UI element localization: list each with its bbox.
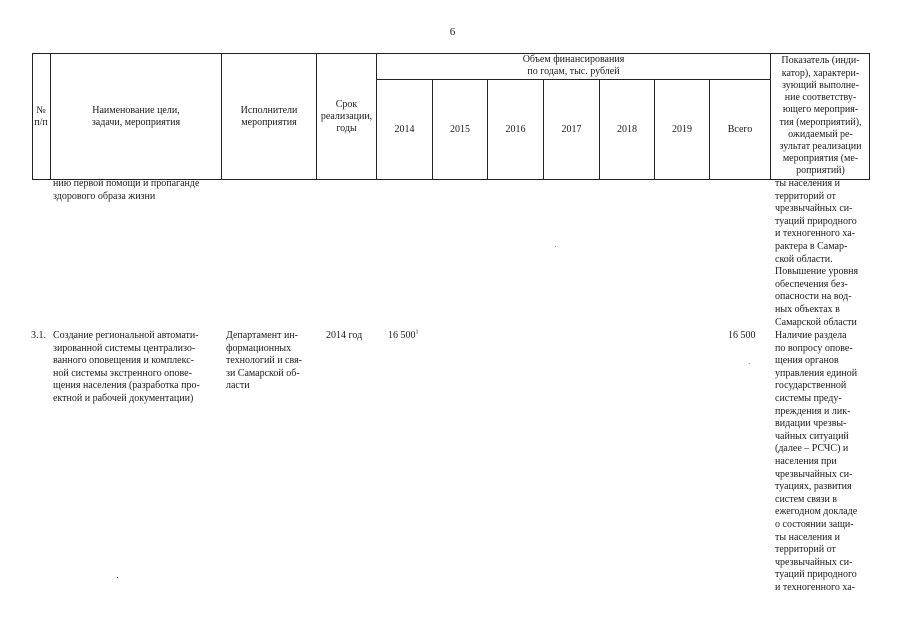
header-year-2015: 2015 (450, 124, 470, 135)
header-total: Всего (727, 124, 753, 135)
header-name: Наименование цели, задачи, мероприятия (91, 104, 181, 128)
row-name: Создание региональной автомати- зированной системы централизо- ванного оповещения и комплекс- ной системы экстренного опове- щения населения (разработка про- ектной и рабочей документации) (53, 330, 200, 404)
row-value-2014 (388, 330, 419, 342)
header-indicator: Показатель (инди- катор), характери- зующий выполне- ние соответству- ющего мероприя- тия (мероприятий), ожидаемый ре- зультат реализации мероприятия (ме- роприятий) (779, 55, 862, 177)
header-year-2014: 2014 (394, 124, 415, 135)
row-executor: Департамент ин- формационных технологий и свя- зи Самарской об- ласти (226, 330, 303, 392)
page-number: 6 (449, 26, 456, 38)
header-year-2016: 2016 (505, 124, 526, 135)
header-funding: Объем финансирования по годам, тыс. рублей (522, 54, 625, 77)
footnote-marker: 1 (415, 329, 419, 336)
header-term: Срок реализации, годы (320, 98, 373, 134)
row-number: 3.1. (31, 330, 46, 341)
continued-indicator-text: ты населения и территорий от чрезвычайных си- туаций природного и техногенного ха- рактера в Самар- ской области. Повышение уровня обеспечения без- опасности на вод- ных объектах в Самарской области (775, 178, 859, 328)
scan-speck (749, 363, 750, 364)
scan-speck (555, 246, 556, 247)
scan-speck (117, 577, 118, 578)
header-executors: Исполнители мероприятия (240, 104, 298, 128)
row-value-2014-amount: 16 500 (388, 330, 416, 341)
header-year-2017: 2017 (561, 124, 582, 135)
row-indicator: Наличие раздела по вопросу опове- щения органов управления единой государственной системы преду- преждения и лик- видации чрезвы- чайных ситуаций (далее – РСЧС) и населения при чрезвычайных си- туациях, развития систем связи в ежегодном докладе о состоянии защи- ты населения и территорий от чрезвычайных си- туаций природного и техногенного ха- (775, 330, 858, 593)
row-total: 16 500 (728, 330, 756, 341)
header-year-2019: 2019 (672, 124, 692, 135)
header-number: № п/п (34, 104, 48, 128)
continued-name-text: нию первой помощи и пропаганде здорового образа жизни (53, 178, 200, 202)
header-year-2018: 2018 (617, 124, 637, 135)
row-term: 2014 год (326, 330, 363, 341)
